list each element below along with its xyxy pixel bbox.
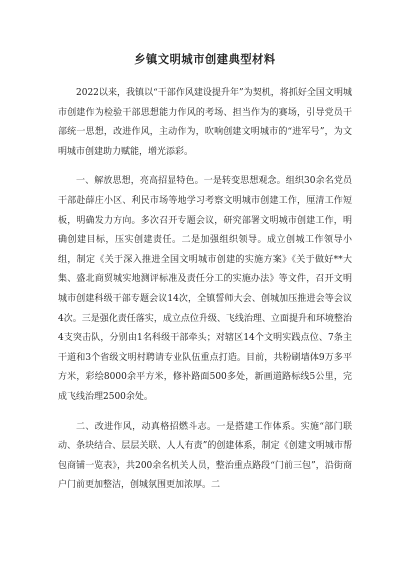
paragraph-intro: 2022以来，我镇以“干部作风建设提升年”为契机，将抓好全国文明城市创建作为检验干部思想能力作风的考场、担当作为的赛场，引导党员干部统一思想，改进作风，主动作为，吹响创建文明城市的“进军号”，为文明城市创建助力赋能，增光添彩。 bbox=[58, 88, 352, 157]
paragraph-section-two: 二、改进作风，动真格招燃斗志。一是搭建工作体系。实施“部门联动、条块结合、层层关联、人人有责”的创建体系，制定《创建文明城市帮包商铺一览表》，共200余名机关人员，整治重点路段“门前三包”，沿街商户门前更加整洁，创城氛围更加浓厚。二 bbox=[58, 421, 352, 491]
paragraph-section-one: 一、解放思想，亮高招显特色。一是转变思想观念。组织30余名党员干部赴薛庄小区、利民市场等地学习考察文明城市创建工作，厘清工作短板，明确发力方向。多次召开专题会议，研究部署文明城市创建工作，明确创建目标，压实创建责任。二是加强组织领导。成立创城工作领导小组，制定《关于深入推进全国文明城市创建的实施方案》《关于做好**大集、盛北商贸城实地测评标准及责任分工的实施办法》等文件，召开文明城市创建科级干部专题会议14次，全镇誓师大会、创城加压推进会等会议4次。三是强化责任落实，成立点位升级、飞线治理、立面提升和环境整治4支突击队，分别由1名科级干部牵头；对辖区14个文明实践点位、7条主干道和3个省级文明村聘请专业队伍重点打造。目前，共粉刷墙体9万多平方米，彩绘8000余平方米，修补路面500多处，新画道路标线5公里，完成飞线治理2500余处。 bbox=[58, 176, 352, 402]
document-title: 乡镇文明城市创建典型材料 bbox=[134, 52, 276, 66]
